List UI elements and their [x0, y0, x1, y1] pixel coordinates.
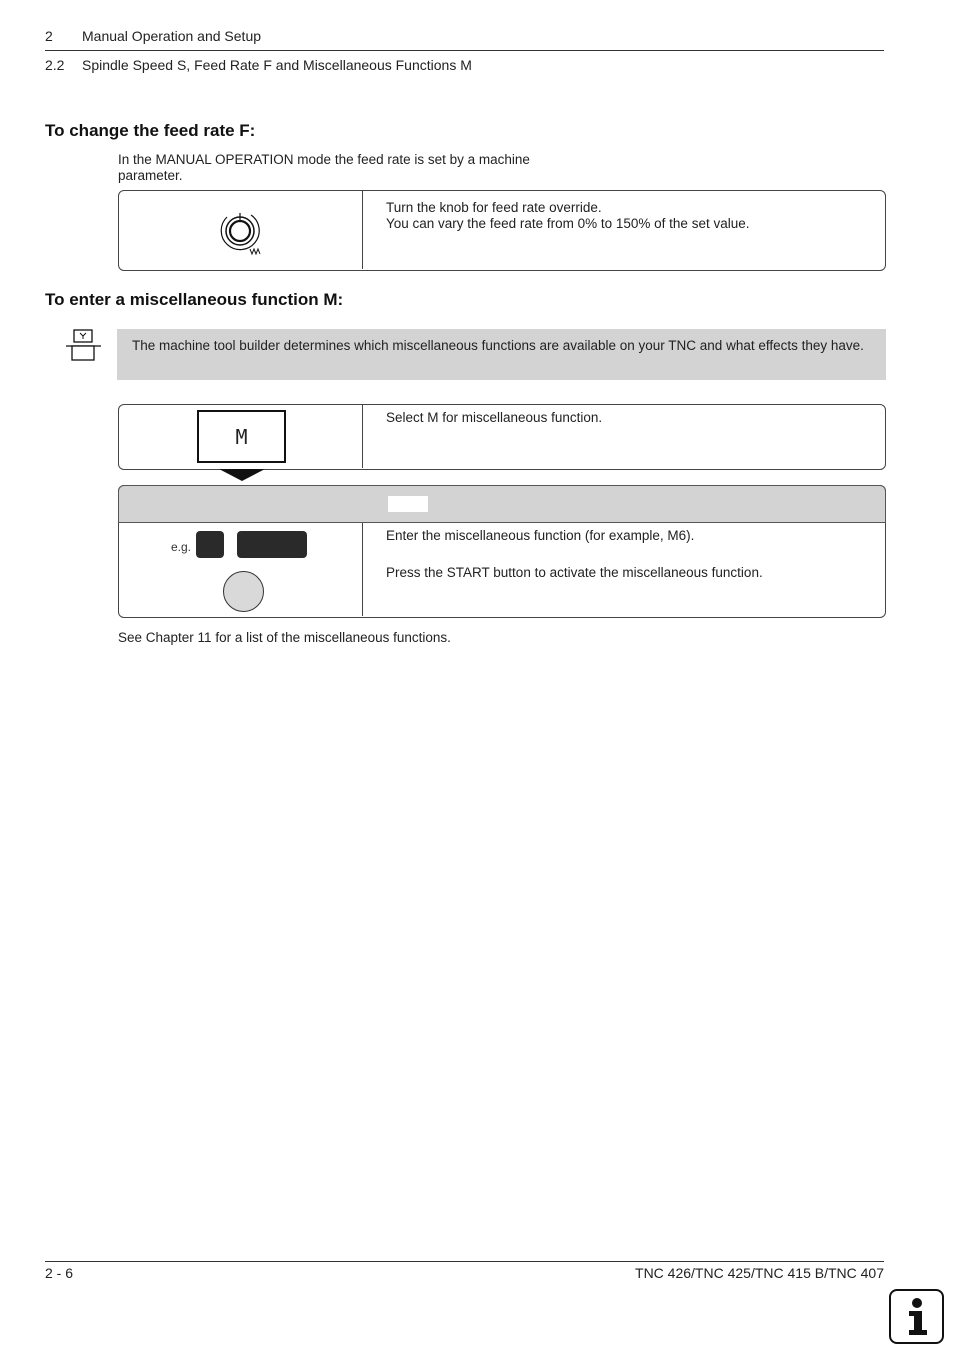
machine-builder-note: The machine tool builder determines which miscellaneous functions are available on your TNC and what effects they have.	[117, 329, 886, 380]
misc-step1-divider	[362, 405, 363, 468]
dialog-input-field[interactable]	[388, 496, 428, 512]
eg-label: e.g.	[171, 540, 192, 554]
number-key[interactable]	[196, 531, 224, 558]
start-button[interactable]	[223, 571, 264, 612]
header-rule	[45, 50, 884, 51]
section-title: Spindle Speed S, Feed Rate F and Miscellaneous Functions M	[82, 57, 472, 73]
misc-step2-text1: Enter the miscellaneous function (for example, M6).	[386, 528, 695, 543]
footer-rule	[45, 1261, 884, 1262]
section-number: 2.2	[45, 57, 65, 73]
feed-rate-step-line1: Turn the knob for feed rate override.	[386, 200, 602, 215]
down-arrow-icon	[219, 469, 265, 482]
chapter-title: Manual Operation and Setup	[82, 28, 262, 44]
feed-override-knob-icon[interactable]	[214, 205, 274, 260]
misc-step1-text: Select M for miscellaneous function.	[386, 410, 603, 425]
feed-rate-step-line2: You can vary the feed rate from 0% to 150% of the set value.	[386, 216, 750, 231]
ent-key[interactable]	[237, 531, 307, 558]
feed-rate-intro-line1: In the MANUAL OPERATION mode the feed rate is set by a machine	[118, 152, 530, 167]
misc-footer-note: See Chapter 11 for a list of the miscellaneous functions.	[118, 630, 451, 645]
info-icon	[889, 1289, 944, 1344]
machine-builder-icon	[64, 329, 104, 363]
misc-step2-text2: Press the START button to activate the miscellaneous function.	[386, 565, 763, 580]
feed-rate-step-divider	[362, 191, 363, 269]
model-text: TNC 426/TNC 425/TNC 415 B/TNC 407	[635, 1265, 884, 1281]
misc-step2-divider	[362, 523, 363, 616]
feed-rate-intro-line2: parameter.	[118, 168, 183, 183]
feed-rate-heading: To change the feed rate F:	[45, 121, 256, 140]
m-key[interactable]: M	[197, 410, 286, 463]
page-number: 2 - 6	[45, 1265, 74, 1281]
dialog-prompt-bar	[118, 485, 886, 523]
misc-function-heading: To enter a miscellaneous function M:	[45, 290, 344, 309]
chapter-number: 2	[45, 28, 53, 44]
